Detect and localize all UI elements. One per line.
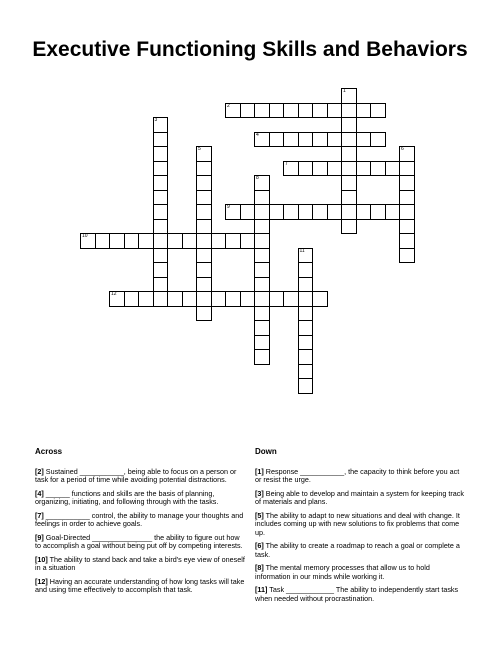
grid-cell[interactable] bbox=[399, 248, 415, 264]
grid-cell[interactable] bbox=[312, 161, 328, 177]
grid-cell[interactable] bbox=[240, 233, 256, 249]
clue-number: [10] bbox=[35, 554, 48, 564]
grid-cell[interactable] bbox=[283, 132, 299, 148]
clue-number: [2] bbox=[35, 466, 44, 476]
grid-cell[interactable] bbox=[254, 204, 270, 220]
grid-cell[interactable] bbox=[182, 291, 198, 307]
grid-cell[interactable] bbox=[341, 88, 357, 104]
grid-cell[interactable] bbox=[341, 175, 357, 191]
grid-cell[interactable] bbox=[254, 262, 270, 278]
grid-cell[interactable] bbox=[356, 204, 372, 220]
grid-cell[interactable] bbox=[399, 146, 415, 162]
grid-cell[interactable] bbox=[370, 132, 386, 148]
grid-cell[interactable] bbox=[399, 190, 415, 206]
grid-cell[interactable] bbox=[269, 204, 285, 220]
grid-cell[interactable] bbox=[370, 103, 386, 119]
grid-cell[interactable] bbox=[298, 306, 314, 322]
clue-number: 11 bbox=[299, 247, 305, 254]
grid-cell[interactable] bbox=[283, 204, 299, 220]
grid-cell[interactable] bbox=[399, 161, 415, 177]
grid-cell[interactable] bbox=[385, 161, 401, 177]
clue-item bbox=[255, 542, 465, 559]
clue-number: 10 bbox=[82, 233, 88, 239]
grid-cell[interactable] bbox=[269, 103, 285, 119]
grid-cell[interactable] bbox=[283, 161, 299, 177]
grid-cell[interactable] bbox=[356, 132, 372, 148]
grid-cell[interactable] bbox=[182, 233, 198, 249]
grid-cell[interactable] bbox=[298, 262, 314, 278]
clue-number: [1] bbox=[255, 466, 264, 476]
clue-text: ______ functions and skills are the basis of planning, organizing, initiating, and following through with the tasks. bbox=[35, 488, 219, 506]
grid-cell[interactable] bbox=[254, 233, 270, 249]
grid-cell[interactable] bbox=[153, 190, 169, 206]
clue-text: Having an accurate understanding of how long tasks will take and using time effectively to accomplish that task. bbox=[35, 576, 245, 594]
grid-cell[interactable] bbox=[240, 291, 256, 307]
grid-cell[interactable] bbox=[153, 277, 169, 293]
grid-cell[interactable] bbox=[356, 103, 372, 119]
grid-cell[interactable] bbox=[341, 219, 357, 235]
clue-number: 9 bbox=[227, 204, 230, 210]
grid-cell[interactable] bbox=[269, 291, 285, 307]
clue-item bbox=[255, 490, 465, 507]
grid-cell[interactable] bbox=[240, 204, 256, 220]
grid-cell[interactable] bbox=[254, 335, 270, 351]
grid-cell[interactable] bbox=[211, 233, 227, 249]
clue-item bbox=[255, 586, 465, 603]
clue-number: [4] bbox=[35, 488, 44, 498]
grid-cell[interactable] bbox=[298, 364, 314, 380]
grid-cell[interactable] bbox=[254, 291, 270, 307]
grid-cell[interactable] bbox=[80, 233, 96, 249]
grid-cell[interactable] bbox=[298, 378, 314, 394]
grid-cell[interactable] bbox=[254, 306, 270, 322]
clue-text: Sustained ___________, being able to focus on a person or task for a period of time while avoiding potential distractions. bbox=[35, 466, 237, 484]
clue-text: ___________ control, the ability to manage your thoughts and feelings in order to achieve goals. bbox=[35, 510, 244, 528]
clue-number: 5 bbox=[198, 146, 201, 152]
grid-cell[interactable] bbox=[399, 204, 415, 220]
grid-cell[interactable] bbox=[254, 248, 270, 264]
clue-number: [8] bbox=[255, 563, 264, 572]
grid-cell[interactable] bbox=[298, 349, 314, 365]
grid-cell[interactable] bbox=[153, 262, 169, 278]
grid-cell[interactable] bbox=[95, 233, 111, 249]
grid-cell[interactable] bbox=[341, 132, 357, 148]
grid-cell[interactable] bbox=[167, 291, 183, 307]
grid-cell[interactable] bbox=[298, 291, 314, 307]
clue-item bbox=[35, 490, 245, 507]
grid-cell[interactable] bbox=[298, 335, 314, 351]
grid-cell[interactable] bbox=[283, 103, 299, 119]
grid-cell[interactable] bbox=[138, 233, 154, 249]
clue-text: The ability to stand back and take a bird's eye view of oneself in a situation bbox=[35, 554, 245, 572]
grid-cell[interactable] bbox=[196, 175, 212, 191]
grid-cell[interactable] bbox=[370, 161, 386, 177]
grid-cell[interactable] bbox=[298, 161, 314, 177]
page-title: Executive Functioning Skills and Behaviors bbox=[32, 38, 468, 61]
grid-cell[interactable] bbox=[399, 233, 415, 249]
clue-item bbox=[35, 534, 245, 551]
clue-text: Being able to develop and maintain a system for keeping track of materials and plans. bbox=[255, 488, 464, 506]
grid-cell[interactable] bbox=[153, 117, 169, 133]
clue-number: [7] bbox=[35, 510, 44, 520]
clue-number: [11] bbox=[255, 585, 268, 594]
clue-text: The mental memory processes that allow us to hold information in our minds while working it. bbox=[255, 563, 430, 581]
grid-cell[interactable] bbox=[240, 103, 256, 119]
clue-number: [9] bbox=[35, 532, 44, 542]
grid-cell[interactable] bbox=[124, 291, 140, 307]
grid-cell[interactable] bbox=[109, 233, 125, 249]
grid-cell[interactable] bbox=[341, 146, 357, 162]
grid-cell[interactable] bbox=[341, 103, 357, 119]
grid-cell[interactable] bbox=[196, 161, 212, 177]
down-heading: Down bbox=[255, 447, 277, 456]
clue-text: The ability to adapt to new situations and deal with change. It includes coming up with new solutions to fix problems that come up. bbox=[255, 510, 460, 537]
grid-cell[interactable] bbox=[298, 204, 314, 220]
grid-cell[interactable] bbox=[196, 233, 212, 249]
clue-item bbox=[35, 556, 245, 573]
grid-cell[interactable] bbox=[225, 204, 241, 220]
clue-number: 2 bbox=[227, 102, 230, 109]
grid-cell[interactable] bbox=[298, 277, 314, 293]
grid-cell[interactable] bbox=[225, 291, 241, 307]
clue-number: 6 bbox=[401, 146, 404, 152]
grid-cell[interactable] bbox=[153, 161, 169, 177]
grid-cell[interactable] bbox=[153, 248, 169, 264]
grid-cell[interactable] bbox=[298, 248, 314, 264]
grid-cell[interactable] bbox=[399, 175, 415, 191]
grid-cell[interactable] bbox=[153, 219, 169, 235]
clue-number: [12] bbox=[35, 576, 48, 586]
grid-cell[interactable] bbox=[153, 291, 169, 307]
grid-cell[interactable] bbox=[254, 175, 270, 191]
grid-cell[interactable] bbox=[312, 132, 328, 148]
grid-cell[interactable] bbox=[298, 132, 314, 148]
clue-item bbox=[255, 468, 465, 485]
clue-number: 8 bbox=[256, 175, 259, 181]
grid-cell[interactable] bbox=[327, 204, 343, 220]
clue-text: Response ___________, the capacity to think before you act or resist the urge. bbox=[255, 466, 460, 484]
grid-cell[interactable] bbox=[312, 103, 328, 119]
clue-number: 3 bbox=[154, 117, 158, 123]
clue-number: [3] bbox=[255, 488, 264, 498]
grid-cell[interactable] bbox=[196, 146, 212, 162]
grid-cell[interactable] bbox=[254, 103, 270, 119]
grid-cell[interactable] bbox=[196, 219, 212, 235]
grid-cell[interactable] bbox=[124, 233, 140, 249]
grid-cell[interactable] bbox=[153, 233, 169, 249]
grid-cell[interactable] bbox=[254, 277, 270, 293]
grid-cell[interactable] bbox=[356, 161, 372, 177]
grid-cell[interactable] bbox=[196, 277, 212, 293]
grid-cell[interactable] bbox=[254, 349, 270, 365]
grid-cell[interactable] bbox=[196, 204, 212, 220]
grid-cell[interactable] bbox=[341, 190, 357, 206]
grid-cell[interactable] bbox=[153, 146, 169, 162]
clue-number: [5] bbox=[255, 510, 264, 520]
clue-number: 12 bbox=[111, 291, 117, 297]
grid-cell[interactable] bbox=[341, 117, 357, 133]
grid-cell[interactable] bbox=[399, 219, 415, 235]
clue-number: 4 bbox=[256, 131, 259, 138]
grid-cell[interactable] bbox=[196, 190, 212, 206]
grid-cell[interactable] bbox=[196, 262, 212, 278]
grid-cell[interactable] bbox=[196, 248, 212, 264]
grid-cell[interactable] bbox=[225, 233, 241, 249]
grid-cell[interactable] bbox=[370, 204, 386, 220]
clue-number: 7 bbox=[285, 160, 288, 167]
grid-cell[interactable] bbox=[153, 204, 169, 220]
clue-text: Task ____________ The ability to independently start tasks when needed without procrastination. bbox=[255, 585, 459, 603]
grid-cell[interactable] bbox=[254, 219, 270, 235]
grid-cell[interactable] bbox=[298, 103, 314, 119]
grid-cell[interactable] bbox=[225, 103, 241, 119]
grid-cell[interactable] bbox=[327, 103, 343, 119]
down-clues bbox=[255, 448, 465, 608]
clue-item bbox=[255, 564, 465, 581]
grid-cell[interactable] bbox=[196, 306, 212, 322]
grid-cell[interactable] bbox=[312, 204, 328, 220]
grid-cell[interactable] bbox=[109, 291, 125, 307]
grid-cell[interactable] bbox=[138, 291, 154, 307]
grid-cell[interactable] bbox=[327, 132, 343, 148]
grid-cell[interactable] bbox=[269, 132, 285, 148]
grid-cell[interactable] bbox=[341, 161, 357, 177]
clue-item bbox=[35, 512, 245, 529]
grid-cell[interactable] bbox=[283, 291, 299, 307]
grid-cell[interactable] bbox=[153, 175, 169, 191]
grid-cell[interactable] bbox=[327, 161, 343, 177]
clue-item bbox=[35, 468, 245, 485]
grid-cell[interactable] bbox=[153, 132, 169, 148]
grid-cell[interactable] bbox=[254, 190, 270, 206]
clue-item bbox=[255, 512, 465, 538]
across-heading: Across bbox=[35, 447, 63, 456]
clue-number: [6] bbox=[255, 541, 264, 550]
grid-cell[interactable] bbox=[298, 320, 314, 336]
grid-cell[interactable] bbox=[254, 320, 270, 336]
clue-text: Goal-Directed _______________ the ability to figure out how to accomplish a goal without being put off by competing interests. bbox=[35, 532, 243, 550]
grid-cell[interactable] bbox=[312, 291, 328, 307]
grid-cell[interactable] bbox=[211, 291, 227, 307]
clue-item bbox=[35, 578, 245, 595]
clue-number: 1 bbox=[343, 88, 346, 94]
grid-cell[interactable] bbox=[341, 204, 357, 220]
grid-cell[interactable] bbox=[167, 233, 183, 249]
grid-cell[interactable] bbox=[254, 132, 270, 148]
grid-cell[interactable] bbox=[196, 291, 212, 307]
grid-cell[interactable] bbox=[385, 204, 401, 220]
clue-text: The ability to create a roadmap to reach a goal or complete a task. bbox=[255, 541, 460, 559]
across-clues bbox=[35, 448, 245, 600]
